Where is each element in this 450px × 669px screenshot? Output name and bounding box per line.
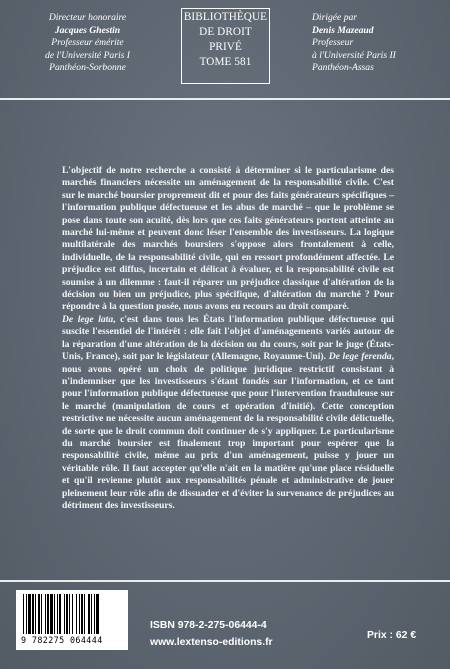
director-institution: à l'Université Paris II bbox=[312, 49, 396, 61]
barcode bbox=[16, 590, 128, 650]
abstract bbox=[62, 165, 394, 512]
director-block bbox=[312, 12, 442, 75]
honorary-director-role: Directeur honoraire bbox=[48, 12, 127, 23]
director-title: Professeur bbox=[312, 37, 354, 49]
header-rule bbox=[0, 98, 450, 100]
honorary-director-title: Professeur émérite bbox=[51, 37, 124, 49]
publisher-website: www.lextenso-editions.fr bbox=[150, 637, 273, 648]
series-line-1: BIBLIOTHÈQUE bbox=[183, 11, 268, 23]
de-lege-ferenda: De lege ferenda bbox=[328, 351, 392, 363]
series-line-3: PRIVÉ bbox=[209, 41, 242, 53]
footer-rule bbox=[0, 580, 450, 582]
series-box bbox=[181, 8, 270, 84]
abstract-paragraph-2-part-a: , c'est dans tous les États l'information publique défectueuse qui suscite l'essentiel de l'intérêt : elle fait l'objet d'aménagements variés autour de la réparation d'une altération de la décision ou du cours, soit par le juge (États-Unis, France), soit par le législateur (Allemagne, Royaume-Uni). bbox=[62, 313, 394, 363]
abstract-paragraph-2 bbox=[62, 314, 394, 513]
director-institution-2: Panthéon-Assas bbox=[312, 62, 374, 74]
barcode-bars bbox=[21, 594, 123, 634]
series-volume: TOME 581 bbox=[199, 56, 252, 68]
director-role: Dirigée par bbox=[312, 12, 358, 23]
honorary-director-name: Jacques Ghestin bbox=[54, 24, 121, 36]
series-line-2: DE DROIT bbox=[199, 26, 252, 38]
abstract-paragraph-1: L'objectif de notre recherche a consisté à déterminer si le particularisme des marchés financiers nécessite un aménagement de la responsabilité civile. C'est sur le marché boursier proprement dit et pour des faits générateurs spécifiques – l'information publique défectueuse et les abus de marché – que le problème se pose dans toute son acuité, dès lors que ces faits générateurs portent atteinte au marché lui-même et peuvent donc léser l'ensemble des investisseurs. La logique multilatérale des marchés boursiers s'oppose alors frontalement à celle, individuelle, de la responsabilité civile, qui en ressort profondément affectée. Le préjudice est diffus, incertain et délicat à évaluer, et la responsabilité civile est soumise à un dilemme : faut-il réparer un préjudice classique d'altération de la décision ou bien un préjudice, plus spécifique, d'altération du marché ? Pour répondre à la question posée, nous avons eu recours au droit comparé. bbox=[62, 165, 394, 313]
price: Prix : 62 € bbox=[367, 630, 417, 641]
director-name: Denis Mazeaud bbox=[312, 24, 374, 36]
honorary-director-block bbox=[20, 12, 155, 75]
abstract-paragraph-2-part-b: , nous avons opéré un choix de politique juridique restrictif consistant à n'indemniser que les investisseurs s'étant fondés sur l'information, et ce tant pour l'information publique défectueuse que pour l'intervention frauduleuse sur le marché (manipulation de cours et opération d'initié). Cette conception restrictive ne nécessite aucun aménagement de la responsabilité civile délictuelle, de sorte que le droit commun doit continuer de s'y appliquer. Le particularisme du marché boursier est finalement trop important pour espérer que la responsabilité civile, même au prix d'un aménagement, puisse y jouer un véritable rôle. Il faut accepter qu'elle n'ait en la matière qu'une place résiduelle et qu'il revienne plutôt aux responsabilités pénale et administrative de jouer pleinement leur rôle afin de dissuader et d'éviter la survenance de préjudices au détriment des investisseurs. bbox=[62, 351, 394, 511]
isbn: ISBN 978-2-275-06444-4 bbox=[150, 620, 267, 631]
honorary-director-institution-2: Panthéon-Sorbonne bbox=[49, 62, 126, 74]
barcode-number: 9 782275 064444 bbox=[21, 635, 103, 645]
de-lege-lata: De lege lata bbox=[62, 313, 114, 325]
honorary-director-institution: de l'Université Paris I bbox=[45, 49, 130, 61]
